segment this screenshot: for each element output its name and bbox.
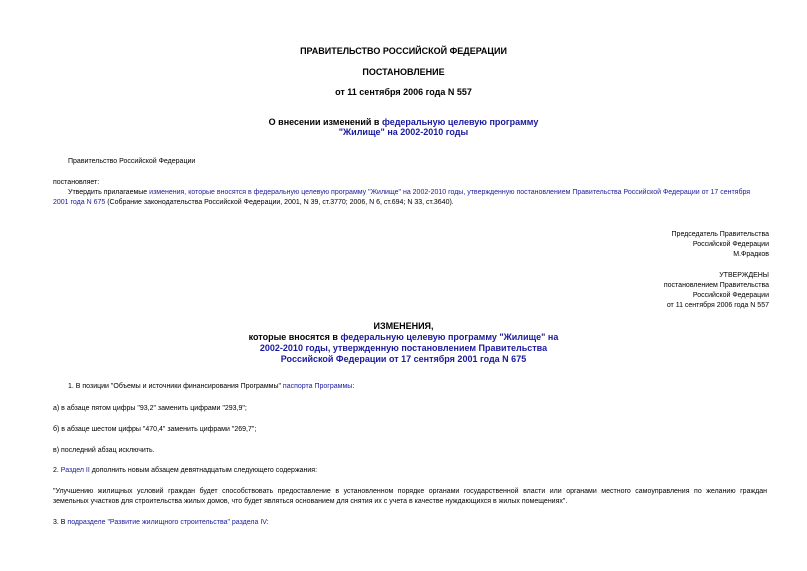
quote-line-2: земельных участков для строительства жилых домов, что будет являться основанием для снятия их с учета в качестве нуждающихся в жилых помещениях". [53,498,568,505]
changes-subtitle-line2 [0,343,807,354]
item-1-v: в) последний абзац исключить. [53,447,155,454]
issuer-text: Правительство Российской Федерации [68,158,196,165]
changes-heading: ИЗМЕНЕНИЯ, [373,321,434,331]
passport-link[interactable]: паспорта Программы [282,383,353,390]
changes-program-link-3[interactable]: Российской Федерации от 17 сентября 2001 года N 675 [280,354,527,364]
program-link[interactable]: федеральную целевую программу [381,117,539,127]
housing-subsection-link[interactable]: подразделе "Развитие жилищного строительства" раздела IV [67,519,267,526]
section-ii-link[interactable]: Раздел II [60,467,90,474]
title-prefix: О внесении изменений в [268,117,382,127]
changes-program-link[interactable]: федеральную целевую программу "Жилище" на [340,332,559,342]
paragraph-1-line2: 2001 года N 675 (Собрание законодательства Российской Федерации, 2001, N 39, ст.3770; 2006, N 6, ст.694; N 33, ст.3640). [53,199,454,206]
signature-title-1: Председатель Правительства [671,231,769,238]
changes-subtitle-line1: которые вносятся в федеральную целевую программу "Жилище" на [248,332,559,342]
signature-name: М.Фрадков [733,251,769,258]
item-1: 1. В позиции "Объемы и источники финансирования Программы" паспорта Программы: [68,383,355,390]
item-2: 2. Раздел II дополнить новым абзацем девятнадцатым следующего содержания: [53,467,318,474]
resolves-text: постановляет: [53,179,100,186]
changes-program-link-2[interactable]: 2002-2010 годы, утвержденную постановлением Правительства [259,343,548,353]
document-date-number: от 11 сентября 2006 года N 557 [335,87,472,97]
program-link-continued[interactable]: "Жилище" на 2002-2010 годы [338,127,469,137]
signature-title-2: Российской Федерации [692,241,769,248]
paragraph-1-line1: Утвердить прилагаемые изменения, которые вносятся в федеральную целевую программу "Жилище" на 2002-2010 годы, утвержденную постановлением Правительства Российской Федерации от 17 сентября [68,189,751,196]
document-title-line2 [0,127,807,138]
quote-line-1: "Улучшению жилищных условий граждан будет способствовать предоставление в установленном порядке органами государственной власти или органами местного самоуправления по желанию граждан [53,488,767,495]
approval-stamp-1: УТВЕРЖДЕНЫ [719,272,769,279]
item-3: 3. В подразделе "Развитие жилищного строительства" раздела IV: [53,519,269,526]
changes-link[interactable]: изменения, которые вносятся в федеральную целевую программу "Жилище" на 2002-2010 годы, утвержденную постановлением Правительства Российской Федерации от 17 сентября [149,189,751,196]
approval-stamp-4: от 11 сентября 2006 года N 557 [666,302,769,309]
approval-stamp-2: постановлением Правительства [663,282,769,289]
government-heading: ПРАВИТЕЛЬСТВО РОССИЙСКОЙ ФЕДЕРАЦИИ [300,46,507,56]
changes-subtitle-line3 [0,354,807,365]
changes-link-continued[interactable]: 2001 года N 675 [53,199,106,206]
item-1-b: б) в абзаце шестом цифры "470,4" заменить цифрами "269,7"; [53,426,257,433]
document-type-heading: ПОСТАНОВЛЕНИЕ [362,67,445,77]
item-1-a: а) в абзаце пятом цифры "93,2" заменить цифрами "293,9"; [53,405,247,412]
approval-stamp-3: Российской Федерации [692,292,769,299]
